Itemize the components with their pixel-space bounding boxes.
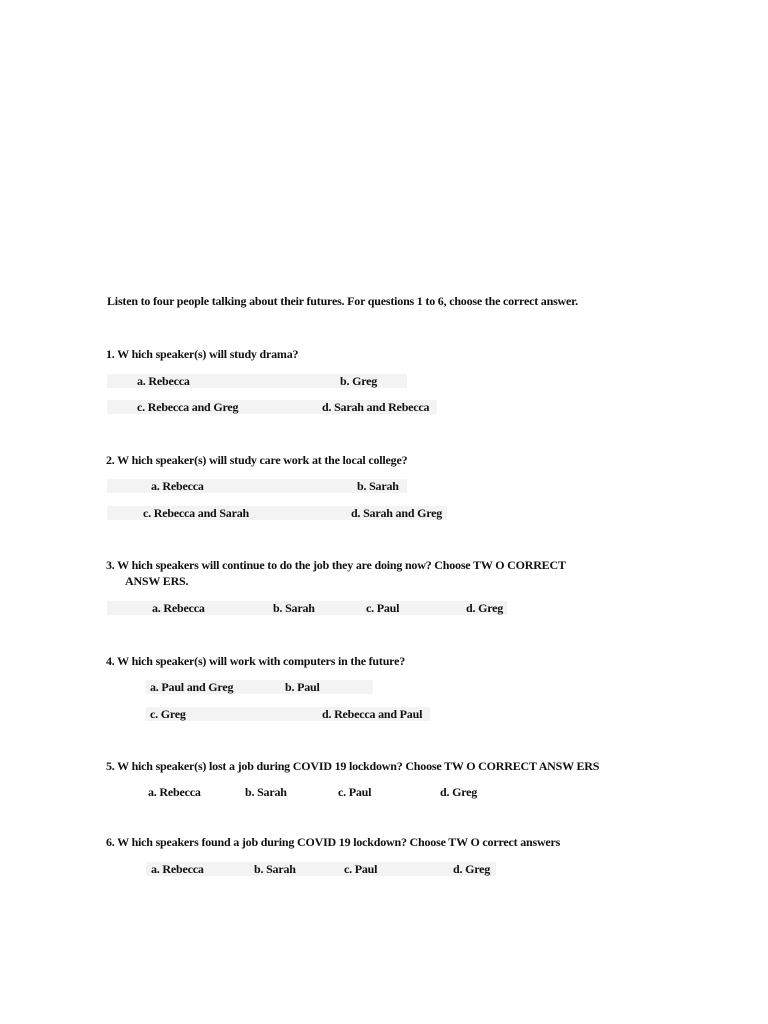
- question-5-option-d[interactable]: d. Greg: [440, 785, 478, 799]
- question-1-option-a[interactable]: a. Rebecca: [137, 374, 190, 388]
- question-4-text: 4. W hich speaker(s) will work with computers in the future?: [106, 654, 406, 668]
- question-1-option-d[interactable]: d. Sarah and Rebecca: [322, 400, 430, 414]
- question-2-option-b[interactable]: b. Sarah: [357, 479, 399, 493]
- question-6-option-d[interactable]: d. Greg: [453, 862, 491, 876]
- question-1-text: 1. W hich speaker(s) will study drama?: [106, 347, 299, 361]
- question-1-option-b[interactable]: b. Greg: [340, 374, 378, 388]
- question-4-option-a[interactable]: a. Paul and Greg: [150, 680, 234, 694]
- question-4-option-c[interactable]: c. Greg: [150, 707, 186, 721]
- question-6-option-b[interactable]: b. Sarah: [254, 862, 296, 876]
- question-3-text-continued: ANSW ERS.: [125, 574, 189, 588]
- question-6-option-a[interactable]: a. Rebecca: [151, 862, 204, 876]
- question-6-option-c[interactable]: c. Paul: [344, 862, 378, 876]
- question-3-option-d[interactable]: d. Greg: [466, 601, 504, 615]
- question-5-option-b[interactable]: b. Sarah: [245, 785, 287, 799]
- question-6-text: 6. W hich speakers found a job during COVID 19 lockdown? Choose TW O correct answers: [106, 835, 561, 849]
- question-4-option-b[interactable]: b. Paul: [285, 680, 320, 694]
- question-2-option-d[interactable]: d. Sarah and Greg: [351, 506, 443, 520]
- question-3-option-a[interactable]: a. Rebecca: [152, 601, 205, 615]
- question-5-option-c[interactable]: c. Paul: [338, 785, 372, 799]
- question-5-text: 5. W hich speaker(s) lost a job during COVID 19 lockdown? Choose TW O CORRECT ANSW ERS: [106, 759, 600, 773]
- question-3-option-c[interactable]: c. Paul: [366, 601, 400, 615]
- question-3-option-b[interactable]: b. Sarah: [273, 601, 315, 615]
- question-2-option-a[interactable]: a. Rebecca: [151, 479, 204, 493]
- question-5-option-a[interactable]: a. Rebecca: [148, 785, 201, 799]
- question-4-option-d[interactable]: d. Rebecca and Paul: [322, 707, 423, 721]
- question-2-text: 2. W hich speaker(s) will study care work at the local college?: [106, 453, 408, 467]
- question-3-text: 3. W hich speakers will continue to do the job they are doing now? Choose TW O CORRECT: [106, 558, 566, 572]
- instructions: Listen to four people talking about their futures. For questions 1 to 6, choose the correct answer.: [107, 294, 578, 308]
- question-2-option-c[interactable]: c. Rebecca and Sarah: [143, 506, 249, 520]
- question-1-option-c[interactable]: c. Rebecca and Greg: [137, 400, 239, 414]
